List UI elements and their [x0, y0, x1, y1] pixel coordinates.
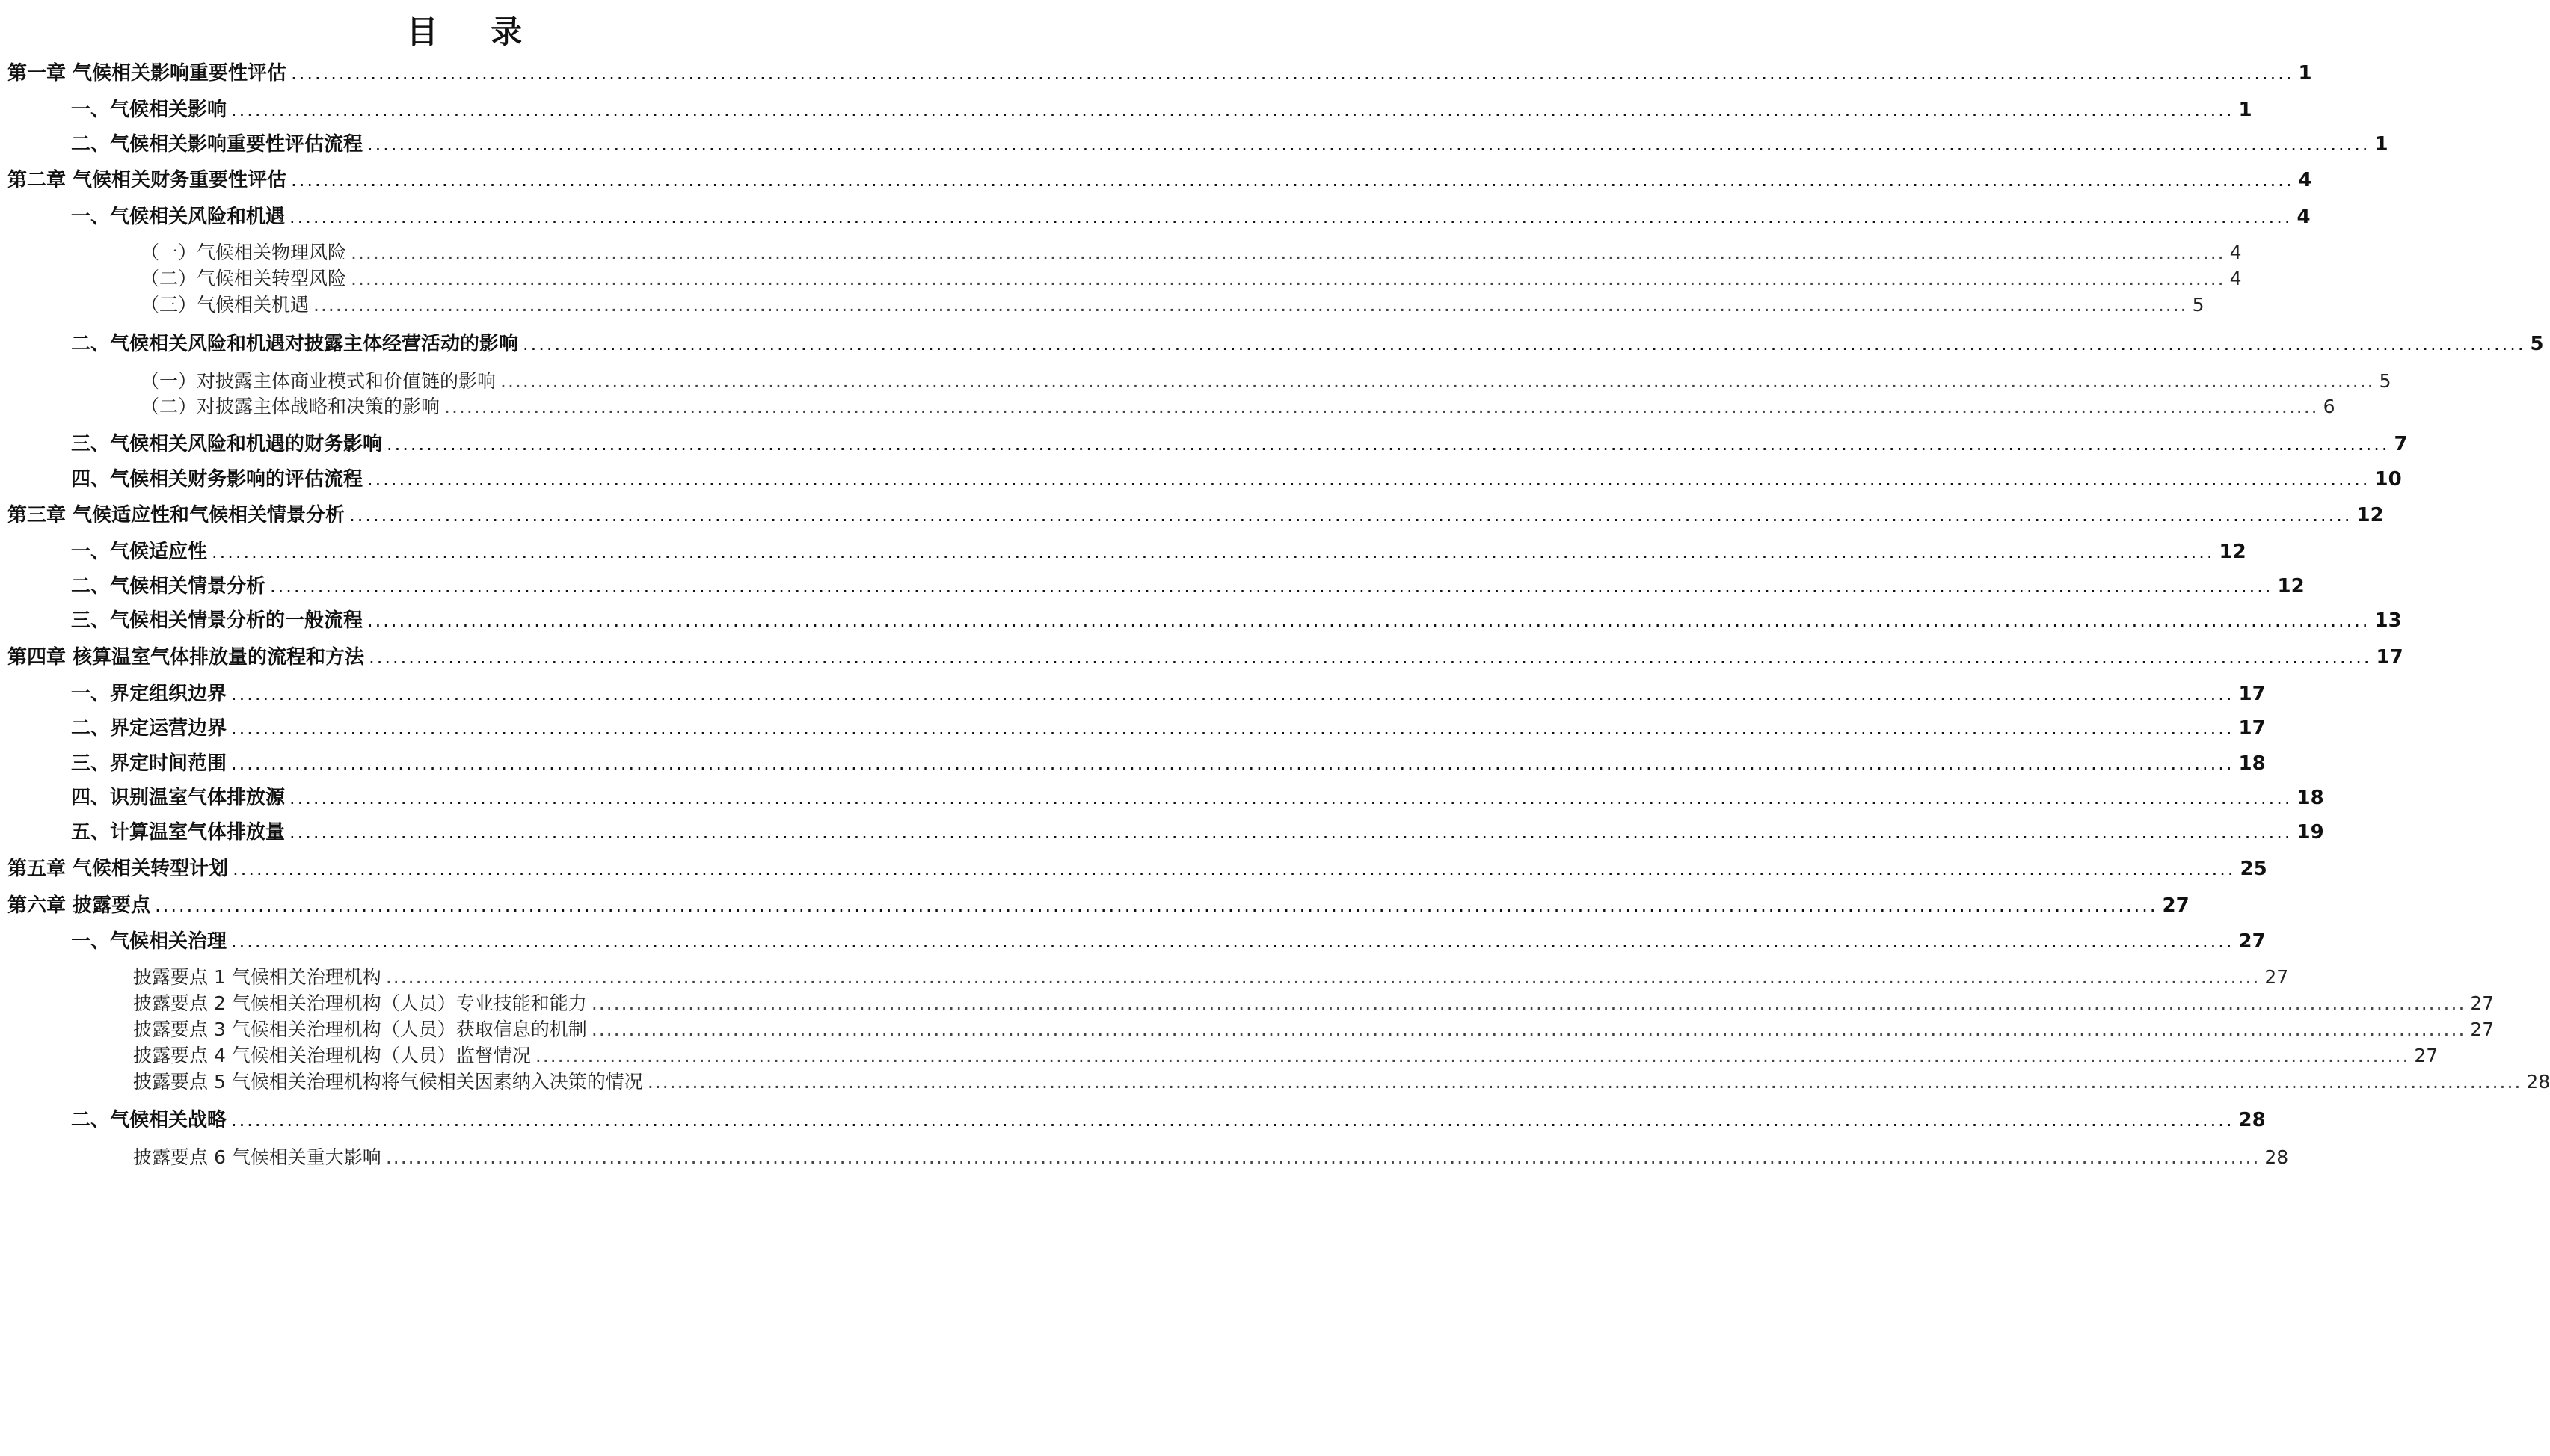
toc-dot-leader: ............................................................................................................................................................................................................................................................	[231, 684, 2234, 704]
toc-dot-leader: ............................................................................................................................................................................................................................................................	[270, 576, 2273, 597]
toc-page-number: 17	[2238, 717, 2266, 740]
toc-dot-leader: ............................................................................................................................................................................................................................................................	[444, 396, 2319, 417]
toc-dot-leader: ............................................................................................................................................................................................................................................................	[289, 206, 2293, 227]
toc-entry-label: 第三章 气候适应性和气候相关情景分析	[7, 504, 345, 526]
toc-entry-label: 二、气候相关战略	[71, 1109, 227, 1131]
toc-dot-leader: ............................................................................................................................................................................................................................................................	[231, 99, 2234, 120]
toc-dot-leader: ............................................................................................................................................................................................................................................................	[291, 63, 2294, 84]
toc-dot-leader: ............................................................................................................................................................................................................................................................	[155, 895, 2158, 916]
toc-page-number: 18	[2296, 787, 2324, 809]
toc-dot-leader: ............................................................................................................................................................................................................................................................	[591, 1019, 2466, 1040]
toc-entry-point[interactable]	[133, 1015, 2495, 1045]
toc-entry-label: 二、界定运营边界	[71, 717, 227, 740]
toc-entry-point[interactable]	[133, 989, 2495, 1019]
toc-entry-label: （二）对披露主体战略和决策的影响	[141, 396, 440, 417]
toc-dot-leader: ............................................................................................................................................................................................................................................................	[231, 718, 2234, 739]
toc-entry-sub[interactable]	[141, 238, 2242, 268]
toc-dot-leader: ............................................................................................................................................................................................................................................................	[387, 434, 2390, 455]
toc-entry-section[interactable]	[71, 95, 2252, 125]
toc-entry-label: （三）气候相关机遇	[141, 294, 310, 316]
toc-dot-leader: ............................................................................................................................................................................................................................................................	[351, 242, 2225, 263]
toc-entry-point[interactable]	[133, 1067, 2550, 1097]
toc-page-number: 5	[2379, 370, 2391, 392]
toc-dot-leader: ............................................................................................................................................................................................................................................................	[367, 469, 2371, 490]
toc-page-number: 4	[2229, 242, 2242, 263]
toc-entry-label: 四、识别温室气体排放源	[71, 787, 286, 809]
toc-page-number: 5	[2192, 294, 2205, 316]
toc-page-number: 10	[2374, 468, 2402, 491]
toc-entry-label: 二、气候相关影响重要性评估流程	[71, 133, 363, 156]
toc-entry-label: 披露要点 4 气候相关治理机构（人员）监督情况	[133, 1045, 531, 1066]
toc-dot-leader: ............................................................................................................................................................................................................................................................	[385, 1146, 2261, 1168]
toc-page-number: 27	[2470, 1019, 2495, 1040]
toc-entry-label: 一、界定组织边界	[71, 683, 227, 705]
toc-entry-chapter[interactable]	[7, 854, 2267, 884]
toc-entry-label: 二、气候相关风险和机遇对披露主体经营活动的影响	[71, 333, 519, 355]
toc-page-number: 4	[2229, 268, 2242, 289]
toc-entry-section[interactable]	[71, 429, 2408, 459]
toc-entry-label: 第五章 气候相关转型计划	[7, 858, 229, 880]
toc-entry-label: 二、气候相关情景分析	[71, 575, 266, 598]
toc-entry-chapter[interactable]	[7, 500, 2384, 530]
toc-page-number: 4	[2296, 206, 2311, 228]
toc-entry-label: 一、气候相关治理	[71, 930, 227, 953]
toc-entry-chapter[interactable]	[7, 891, 2190, 921]
toc-dot-leader: ............................................................................................................................................................................................................................................................	[313, 294, 2188, 316]
toc-dot-leader: ............................................................................................................................................................................................................................................................	[369, 647, 2372, 668]
toc-entry-chapter[interactable]	[7, 642, 2403, 672]
toc-entry-section[interactable]	[71, 927, 2266, 956]
toc-entry-section[interactable]	[71, 129, 2388, 159]
toc-entry-section[interactable]	[71, 464, 2402, 494]
toc-entry-section[interactable]	[71, 783, 2324, 813]
toc-dot-leader: ............................................................................................................................................................................................................................................................	[500, 370, 2375, 392]
page-title: 目 录	[406, 13, 544, 50]
toc-entry-label: （一）对披露主体商业模式和价值链的影响	[141, 370, 497, 392]
toc-dot-leader: ............................................................................................................................................................................................................................................................	[523, 334, 2526, 354]
toc-entry-label: 披露要点 1 气候相关治理机构	[133, 966, 381, 988]
toc-entry-label: 一、气候适应性	[71, 541, 208, 563]
toc-page-number: 1	[2238, 99, 2252, 121]
toc-entry-sub[interactable]	[141, 392, 2335, 422]
toc-dot-leader: ............................................................................................................................................................................................................................................................	[233, 858, 2236, 879]
toc-entry-point[interactable]	[133, 962, 2289, 992]
toc-entry-section[interactable]	[71, 679, 2266, 709]
toc-dot-leader: ............................................................................................................................................................................................................................................................	[647, 1071, 2522, 1093]
toc-dot-leader: ............................................................................................................................................................................................................................................................	[349, 505, 2353, 526]
toc-entry-label: 第四章 核算温室气体排放量的流程和方法	[7, 646, 365, 669]
toc-entry-label: （二）气候相关转型风险	[141, 268, 347, 289]
toc-entry-section[interactable]	[71, 606, 2402, 636]
toc-entry-point[interactable]	[133, 1041, 2439, 1071]
toc-entry-section[interactable]	[71, 202, 2311, 232]
toc-entry-sub[interactable]	[141, 264, 2242, 294]
toc-dot-leader: ............................................................................................................................................................................................................................................................	[385, 966, 2261, 988]
toc-entry-label: 三、气候相关情景分析的一般流程	[71, 609, 363, 632]
toc-page-number: 27	[2414, 1045, 2439, 1066]
toc-dot-leader: ............................................................................................................................................................................................................................................................	[367, 134, 2371, 155]
toc-entry-section[interactable]	[71, 571, 2305, 601]
toc-dot-leader: ............................................................................................................................................................................................................................................................	[289, 822, 2293, 843]
toc-entry-chapter[interactable]	[7, 58, 2312, 88]
toc-page-number: 28	[2526, 1071, 2550, 1093]
toc-page-number: 18	[2238, 752, 2266, 775]
toc-dot-leader: ............................................................................................................................................................................................................................................................	[231, 1110, 2234, 1131]
toc-page-number: 13	[2374, 609, 2402, 632]
toc-page-number: 12	[2219, 541, 2246, 563]
toc-page-number: 5	[2530, 333, 2544, 355]
toc-dot-leader: ............................................................................................................................................................................................................................................................	[291, 170, 2294, 191]
toc-page-number: 12	[2356, 504, 2384, 526]
toc-entry-sub[interactable]	[141, 290, 2205, 320]
toc-entry-label: （一）气候相关物理风险	[141, 242, 347, 263]
toc-page-number: 28	[2264, 1146, 2289, 1168]
toc-page-number: 1	[2298, 62, 2312, 85]
toc-page-number: 6	[2323, 396, 2335, 417]
toc-entry-label: 披露要点 6 气候相关重大影响	[133, 1146, 381, 1168]
toc-page-number: 1	[2374, 133, 2388, 156]
toc-page-number: 17	[2376, 646, 2403, 669]
toc-entry-label: 五、计算温室气体排放量	[71, 821, 286, 844]
toc-entry-label: 第六章 披露要点	[7, 894, 151, 917]
toc-page-number: 27	[2162, 894, 2190, 917]
toc-dot-leader: ............................................................................................................................................................................................................................................................	[231, 931, 2234, 952]
toc-dot-leader: ............................................................................................................................................................................................................................................................	[289, 787, 2293, 808]
toc-entry-chapter[interactable]	[7, 165, 2312, 195]
toc-dot-leader: ............................................................................................................................................................................................................................................................	[212, 541, 2215, 562]
toc-page-number: 27	[2264, 966, 2289, 988]
toc-page-number: 17	[2238, 683, 2266, 705]
toc-entry-section[interactable]	[71, 749, 2266, 778]
toc-dot-leader: ............................................................................................................................................................................................................................................................	[367, 610, 2371, 631]
toc-page-number: 25	[2240, 858, 2267, 880]
toc-entry-label: 一、气候相关影响	[71, 99, 227, 121]
toc-entry-section[interactable]	[71, 537, 2246, 567]
toc-entry-label: 披露要点 5 气候相关治理机构将气候相关因素纳入决策的情况	[133, 1071, 643, 1093]
toc-entry-label: 第一章 气候相关影响重要性评估	[7, 62, 287, 85]
toc-entry-label: 披露要点 2 气候相关治理机构（人员）专业技能和能力	[133, 992, 587, 1014]
toc-dot-leader: ............................................................................................................................................................................................................................................................	[591, 992, 2466, 1014]
toc-page-number: 19	[2296, 821, 2324, 844]
toc-entry-label: 第二章 气候相关财务重要性评估	[7, 169, 287, 191]
toc-dot-leader: ............................................................................................................................................................................................................................................................	[351, 268, 2225, 289]
toc-entry-section[interactable]	[71, 329, 2544, 359]
toc-entry-label: 四、气候相关财务影响的评估流程	[71, 468, 363, 491]
toc-page-number: 4	[2298, 169, 2312, 191]
toc-entry-point[interactable]	[133, 1143, 2289, 1173]
toc-entry-section[interactable]	[71, 713, 2266, 743]
toc-page-number: 27	[2238, 930, 2266, 953]
toc-dot-leader: ............................................................................................................................................................................................................................................................	[535, 1045, 2410, 1066]
toc-page-number: 12	[2277, 575, 2305, 598]
toc-page-number: 27	[2470, 992, 2495, 1014]
toc-dot-leader: ............................................................................................................................................................................................................................................................	[231, 753, 2234, 774]
toc-page-number: 28	[2238, 1109, 2266, 1131]
toc-entry-section[interactable]	[71, 817, 2324, 847]
toc-entry-label: 一、气候相关风险和机遇	[71, 206, 286, 228]
toc-entry-label: 披露要点 3 气候相关治理机构（人员）获取信息的机制	[133, 1019, 587, 1040]
toc-entry-label: 三、气候相关风险和机遇的财务影响	[71, 433, 383, 455]
toc-entry-label: 三、界定时间范围	[71, 752, 227, 775]
toc-page-number: 7	[2394, 433, 2408, 455]
toc-entry-section[interactable]	[71, 1105, 2266, 1135]
